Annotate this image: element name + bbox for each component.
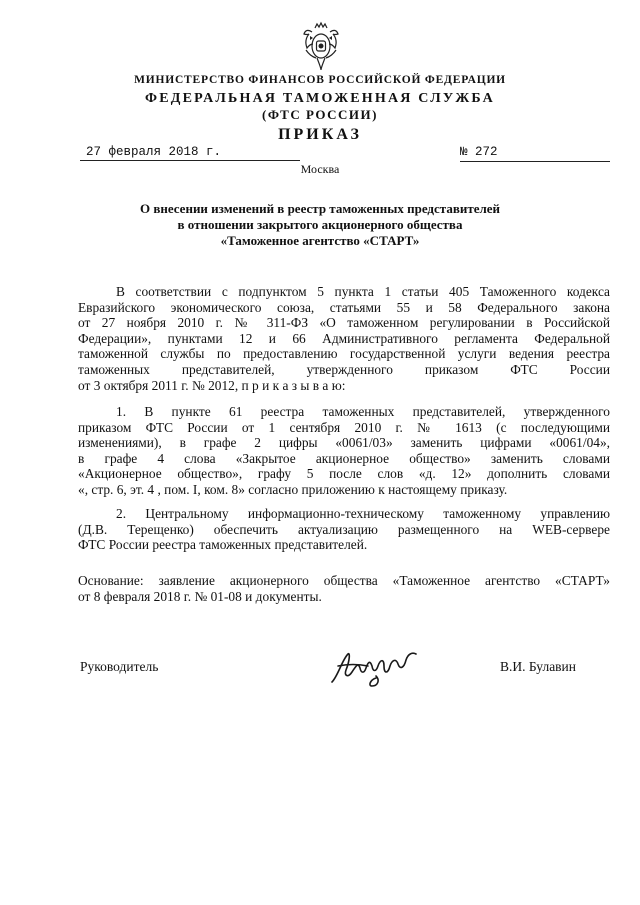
text-line: «, стр. 6, эт. 4 , пом. I, ком. 8» согласно приложению к настоящему приказу. bbox=[78, 481, 508, 497]
text-line: таможенных представителей, утвержденного приказом ФТС России bbox=[78, 361, 610, 377]
text-line: 2. Центральному информационно-техническому таможенному управлению bbox=[116, 506, 610, 521]
order-date: 27 февраля 2018 г. bbox=[80, 145, 300, 161]
handwritten-signature bbox=[328, 646, 420, 688]
text-line: (Д.В. Терещенко) обеспечить актуализацию размещенного на WEB-сервере bbox=[78, 521, 610, 537]
subject-line: «Таможенное агентство «СТАРТ» bbox=[220, 233, 420, 248]
text-line: Федерации», пунктами 12 и 66 Административного регламента Федеральной bbox=[78, 330, 610, 346]
service-name: ФЕДЕРАЛЬНАЯ ТАМОЖЕННАЯ СЛУЖБА bbox=[145, 91, 495, 106]
city: Москва bbox=[300, 162, 340, 176]
text-line: от 8 февраля 2018 г. № 01-08 и документы. bbox=[78, 588, 322, 604]
basis-paragraph bbox=[78, 573, 610, 604]
text-line: в графе 4 слова «Закрытое акционерное общество» заменить словами bbox=[78, 450, 610, 466]
text-line: В соответствии с подпунктом 5 пункта 1 статьи 405 Таможенного кодекса bbox=[116, 284, 610, 299]
document-type-title: ПРИКАЗ bbox=[278, 126, 362, 143]
ministry-name: МИНИСТЕРСТВО ФИНАНСОВ РОССИЙСКОЙ ФЕДЕРАЦИИ bbox=[134, 74, 506, 86]
clause-2-paragraph bbox=[78, 506, 610, 553]
signatory-role: Руководитель bbox=[80, 659, 159, 674]
text-line: изменениями), в графе 2 цифры «0061/03» заменить цифрами «0061/04», bbox=[78, 435, 610, 451]
text-line: 1. В пункте 61 реестра таможенных представителей, утвержденного bbox=[116, 404, 610, 419]
signatory-name: В.И. Булавин bbox=[500, 659, 577, 674]
order-subject bbox=[80, 201, 560, 249]
text-line: от 27 ноября 2010 г. № 311-ФЗ «О таможенном регулировании в Российской bbox=[78, 315, 610, 331]
order-number: № 272 bbox=[460, 145, 610, 162]
preamble-paragraph bbox=[78, 284, 610, 393]
text-line: ФТС России реестра таможенных представителей. bbox=[78, 537, 368, 553]
double-headed-eagle-emblem-icon bbox=[298, 20, 344, 72]
service-abbreviation: (ФТС РОССИИ) bbox=[262, 107, 378, 122]
text-line: Евразийского экономического союза, статьями 55 и 58 Федерального закона bbox=[78, 299, 610, 315]
text-line: таможенной службы по предоставлению государственной услуги ведения реестра bbox=[78, 346, 610, 362]
text-line: приказом ФТС России от 1 сентября 2010 г. № 1613 (с последующими bbox=[78, 419, 610, 435]
text-line: Основание: заявление акционерного общества «Таможенное агентство «СТАРТ» bbox=[78, 573, 610, 588]
text-line: от 3 октября 2011 г. № 2012, п р и к а з ы в а ю: bbox=[78, 377, 346, 393]
clause-1-paragraph bbox=[78, 404, 610, 498]
subject-line: в отношении закрытого акционерного общества bbox=[177, 217, 463, 232]
text-line: «Акционерное общество», графу 5 после слов «д. 12» дополнить словами bbox=[78, 466, 610, 482]
subject-line: О внесении изменений в реестр таможенных представителей bbox=[139, 201, 501, 216]
